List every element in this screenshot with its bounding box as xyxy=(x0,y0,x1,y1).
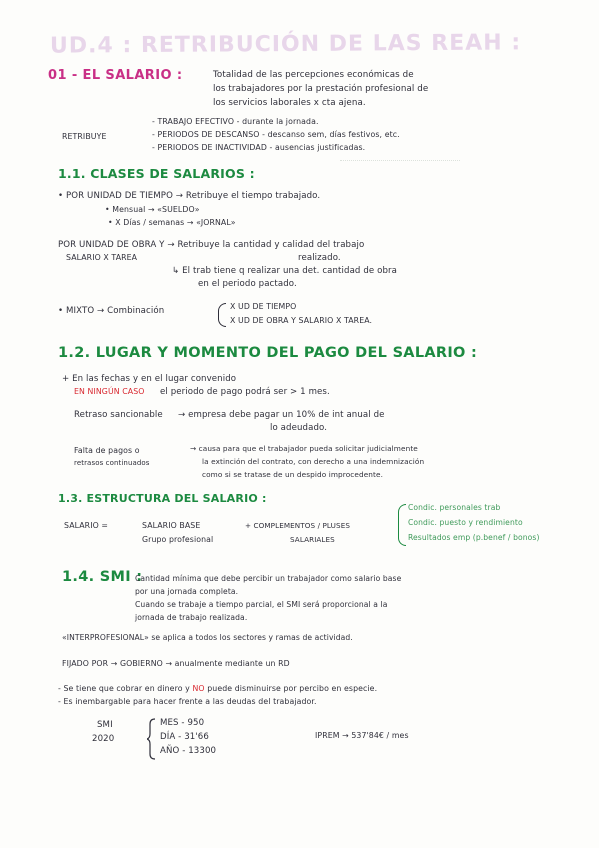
mixto-label: • MIXTO → Combinación xyxy=(58,306,165,316)
smi-fijado: FIJADO POR → GOBIERNO → anualmente mediante un RD xyxy=(62,659,290,668)
mixto-option-1: X UD DE TIEMPO xyxy=(230,302,297,311)
clases-heading: 1.1. CLASES DE SALARIOS : xyxy=(58,166,255,181)
smi-dia: DÍA - 31'66 xyxy=(160,732,209,742)
faltas-label-2: retrasos continuados xyxy=(74,459,150,467)
smi-cobrar-line xyxy=(58,684,377,693)
faltas-right-3: como si se tratase de un despido improcedente. xyxy=(202,470,383,479)
estructura-base: SALARIO BASE xyxy=(142,521,201,530)
smi-inembargable: - Es inembargable para hacer frente a las deudas del trabajador. xyxy=(58,697,317,706)
retribuye-item-2: - PERIODOS DE DESCANSO - descanso sem, días festivos, etc. xyxy=(152,130,400,139)
faltas-right-1: → causa para que el trabajador pueda solicitar judicialmente xyxy=(190,444,418,453)
smi-brace xyxy=(150,718,154,758)
smi-mes: MES - 950 xyxy=(160,718,205,728)
obra-line-4: en el periodo pactado. xyxy=(198,279,297,289)
page-title: UD.4 : RETRIBUCIÓN DE LAS REAH : xyxy=(49,30,522,59)
salario-def-line-1: Totalidad de las percepciones económicas de xyxy=(213,70,414,80)
estructura-grupo: Grupo profesional xyxy=(142,535,214,544)
smi-cobrar-b: puede disminuirse por percibo en especie. xyxy=(207,684,378,693)
lugar-heading: 1.2. LUGAR Y MOMENTO DEL PAGO DEL SALARIO : xyxy=(58,345,478,361)
smi-cobrar-no: NO xyxy=(192,684,205,693)
tiempo-sub-2: • X Días / semanas → «JORNAL» xyxy=(108,218,236,227)
salario-heading: 01 - EL SALARIO : xyxy=(48,68,183,83)
retraso-line-2: lo adeudado. xyxy=(270,423,328,433)
salario-def-line-3: los servicios laborales x cta ajena. xyxy=(213,98,366,108)
tiempo-sub-1: • Mensual → «SUELDO» xyxy=(105,205,200,214)
tiempo-line: • POR UNIDAD DE TIEMPO → Retribuye el tiempo trabajado. xyxy=(58,191,321,201)
faltas-label-1: Falta de pagos o xyxy=(74,446,140,455)
lugar-line-2: el periodo de pago podrá ser > 1 mes. xyxy=(160,387,330,397)
complemento-2: Condic. puesto y rendimiento xyxy=(408,518,523,527)
mixto-option-2: X UD DE OBRA Y SALARIO X TAREA. xyxy=(230,316,373,325)
faltas-right-2: la extinción del contrato, con derecho a una indemnización xyxy=(202,457,425,466)
faint-bleed-through xyxy=(340,152,460,161)
obra-line-2a: SALARIO X TAREA xyxy=(66,253,138,262)
lugar-ningun-caso: EN NINGÚN CASO xyxy=(74,387,145,396)
mixto-bracket xyxy=(218,303,226,327)
salario-def-line-2: los trabajadores por la prestación profesional de xyxy=(213,84,429,94)
retribuye-item-1: - TRABAJO EFECTIVO - durante la jornada. xyxy=(152,117,319,126)
estructura-salariales: SALARIALES xyxy=(290,535,335,544)
smi-def-line-1: Cantidad mínima que debe percibir un trabajador como salario base xyxy=(135,574,402,583)
retribuye-item-3: - PERIODOS DE INACTIVIDAD - ausencias justificadas. xyxy=(152,143,366,152)
smi-def-line-4: jornada de trabajo realizada. xyxy=(135,613,248,622)
estructura-salario-label: SALARIO = xyxy=(64,521,109,530)
complemento-1: Condic. personales trab xyxy=(408,503,501,512)
smi-ano: AÑO - 13300 xyxy=(160,746,217,756)
lugar-line-1: + En las fechas y en el lugar convenido xyxy=(62,374,237,384)
estructura-pluses: + COMPLEMENTOS / PLUSES xyxy=(245,521,350,530)
obra-line-1: POR UNIDAD DE OBRA Y → Retribuye la cantidad y calidad del trabajo xyxy=(58,240,365,250)
smi-box-year: 2020 xyxy=(92,734,115,744)
retribuye-label: RETRIBUYE xyxy=(62,132,107,141)
smi-def-line-2: por una jornada completa. xyxy=(135,587,239,596)
retraso-label: Retraso sancionable xyxy=(74,410,163,420)
smi-def-line-3: Cuando se trabaje a tiempo parcial, el SMI será proporcional a la xyxy=(135,600,388,609)
estructura-heading: 1.3. ESTRUCTURA DEL SALARIO : xyxy=(58,492,267,505)
smi-interprofesional: «INTERPROFESIONAL» se aplica a todos los sectores y ramas de actividad. xyxy=(62,633,353,642)
smi-heading: 1.4. SMI : xyxy=(62,569,143,585)
obra-line-2b: realizado. xyxy=(298,253,341,263)
complemento-3: Resultados emp (p.benef / bonos) xyxy=(408,533,540,542)
smi-cobrar-a: - Se tiene que cobrar en dinero y xyxy=(58,684,190,693)
iprem: IPREM → 537'84€ / mes xyxy=(315,731,409,740)
complementos-bracket xyxy=(398,504,406,546)
retraso-line-1: → empresa debe pagar un 10% de int anual de xyxy=(178,410,385,420)
obra-line-3: ↳ El trab tiene q realizar una det. cantidad de obra xyxy=(172,266,398,276)
smi-box-label: SMI xyxy=(97,720,113,730)
